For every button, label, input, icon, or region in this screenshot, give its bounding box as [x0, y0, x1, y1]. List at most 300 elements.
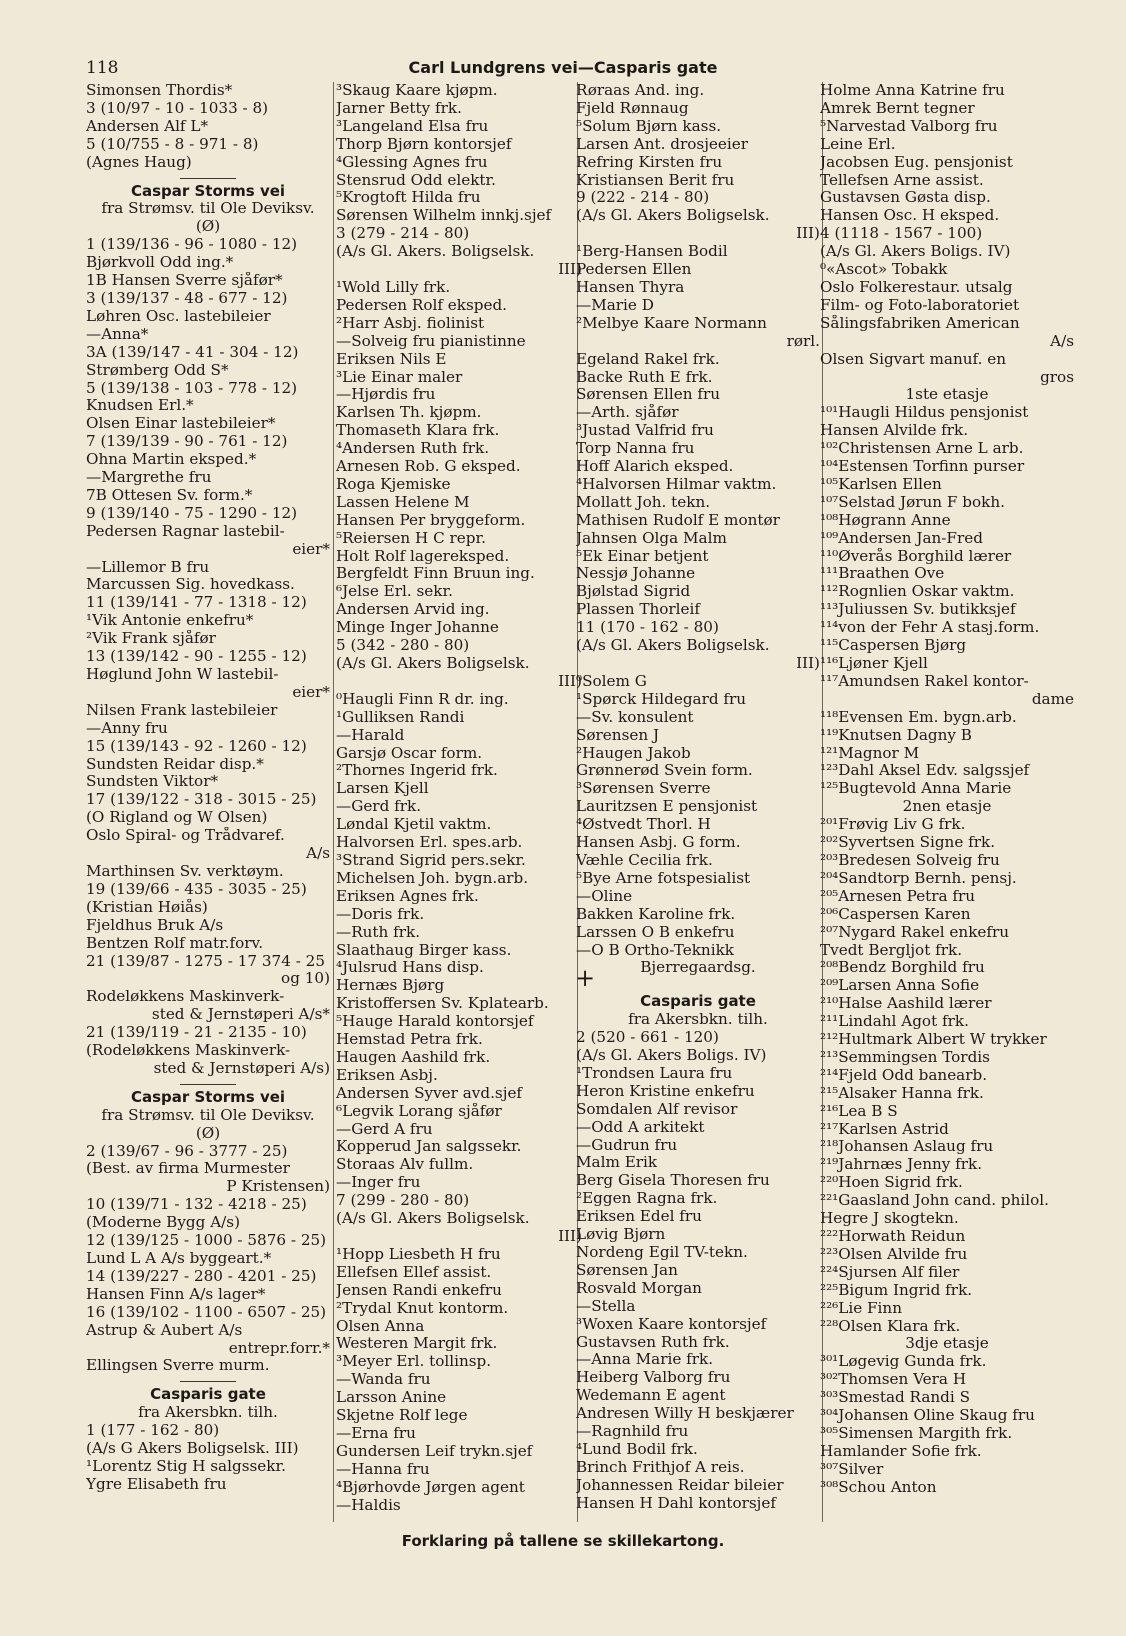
directory-line: ³⁰²Thomsen Vera H: [820, 1371, 967, 1389]
directory-line: 11 (139/141 - 77 - 1318 - 12): [86, 594, 307, 612]
directory-line: Eriksen Asbj.: [336, 1066, 438, 1084]
directory-line: Jacobsen Eug. pensjonist: [820, 153, 1013, 171]
directory-line: —Erna fru: [336, 1424, 416, 1442]
street-subheading: fra Akersbkn. tilh.: [138, 1404, 278, 1422]
directory-line: Olsen Sigvart manuf. en: [820, 350, 1007, 368]
directory-line: Arnesen Rob. G eksped.: [336, 458, 521, 476]
directory-line: Rosvald Morgan: [576, 1279, 702, 1297]
directory-line: ⁰Haugli Finn R dr. ing.: [336, 690, 509, 708]
directory-line: Bjølstad Sigrid: [576, 583, 691, 601]
directory-line: Kristoffersen Sv. Kplatearb.: [336, 995, 549, 1013]
directory-line: (A/s Gl. Akers Boligs. IV): [576, 1047, 767, 1065]
directory-line: ²Trydal Knut kontorm.: [336, 1299, 509, 1317]
directory-line: Bakken Karoline frk.: [576, 905, 736, 923]
directory-line: ³⁰¹Løgevig Gunda frk.: [820, 1353, 987, 1371]
directory-line: 7B Ottesen Sv. form.*: [86, 486, 253, 504]
directory-line: ²²⁰Hoen Sigrid frk.: [820, 1174, 963, 1192]
directory-line: ²⁰³Bredesen Solveig fru: [820, 851, 1000, 869]
directory-line: ²⁰⁴Sandtorp Bernh. pensj.: [820, 869, 1017, 887]
directory-line: Ellingsen Sverre murm.: [86, 1357, 270, 1375]
page-number: 118: [86, 58, 119, 78]
street-subheading: fra Strømsv. til Ole Deviksv.: [101, 1106, 315, 1124]
directory-line: Hansen Asbj. G form.: [576, 834, 741, 852]
directory-line: (Ø): [195, 1124, 221, 1142]
directory-line: ²Melbye Kaare Normann: [576, 314, 767, 332]
directory-line: 5 (342 - 280 - 80): [336, 637, 470, 655]
directory-line: Rodeløkkens Maskinverk-: [86, 988, 285, 1006]
directory-line: Ellefsen Ellef assist.: [336, 1263, 492, 1281]
directory-line: 21 (139/119 - 21 - 2135 - 10): [86, 1024, 307, 1042]
directory-line: —Margrethe fru: [86, 469, 212, 487]
directory-line: 1 (177 - 162 - 80): [86, 1422, 220, 1440]
column-2: [336, 82, 582, 1542]
directory-line: ¹¹⁴von der Fehr A stasj.form.: [820, 619, 1040, 637]
directory-line: ¹²³Dahl Aksel Edv. salgssjef: [820, 762, 1030, 780]
column-3: [576, 82, 820, 1542]
directory-line: Mollatt Joh. tekn.: [576, 493, 711, 511]
directory-line: —Gerd A fru: [336, 1120, 433, 1138]
directory-line: ¹Trondsen Laura fru: [576, 1064, 733, 1082]
directory-line: ²Haugen Jakob: [576, 744, 691, 762]
directory-line: ⁵Reiersen H C repr.: [336, 529, 486, 547]
directory-line: 5 (139/138 - 103 - 778 - 12): [86, 379, 298, 397]
directory-line: Væhle Cecilia frk.: [576, 851, 713, 869]
directory-line: Plassen Thorleif: [576, 601, 700, 619]
directory-line: Eriksen Edel fru: [576, 1208, 702, 1226]
directory-line: (Rodeløkkens Maskinverk-: [86, 1042, 291, 1060]
directory-line: —Odd A arkitekt: [576, 1118, 705, 1136]
directory-line: ¹Berg-Hansen Bodil: [576, 243, 728, 261]
directory-line: ²¹⁷Karlsen Astrid: [820, 1120, 949, 1138]
directory-line: ³Meyer Erl. tollinsp.: [336, 1353, 492, 1371]
directory-line: Hamlander Sofie frk.: [820, 1442, 982, 1460]
directory-line: ¹¹⁰Øverås Borghild lærer: [820, 547, 1012, 565]
directory-line: Nilsen Frank lastebileier: [86, 701, 278, 719]
directory-line: 13 (139/142 - 90 - 1255 - 12): [86, 648, 307, 666]
directory-line: ⁵Solum Bjørn kass.: [576, 117, 722, 135]
directory-line: Sundsten Reidar disp.*: [86, 755, 264, 773]
directory-line: Kopperud Jan salgssekr.: [336, 1138, 522, 1156]
directory-line: Hansen Osc. H eksped.: [820, 207, 1000, 225]
directory-line: Andresen Willy H beskjærer: [576, 1405, 794, 1423]
directory-line: III): [796, 655, 820, 672]
directory-line: Hemstad Petra frk.: [336, 1031, 483, 1049]
directory-line: —Lillemor B fru: [86, 558, 210, 576]
directory-line: Berg Gisela Thoresen fru: [576, 1172, 770, 1190]
directory-line: Sundsten Viktor*: [86, 773, 219, 791]
directory-line: ²⁰¹Frøvig Liv G frk.: [820, 816, 966, 834]
directory-line: ⁵Krogtoft Hilda fru: [336, 189, 481, 207]
directory-line: Tvedt Bergljot frk.: [820, 941, 963, 959]
directory-line: Jensen Randi enkefru: [336, 1281, 502, 1299]
directory-line: ⁵Narvestad Valborg fru: [820, 117, 998, 135]
directory-line: ⁵Ek Einar betjent: [576, 547, 709, 565]
directory-line: Hoff Alarich eksped.: [576, 458, 734, 476]
directory-line: Gundersen Leif trykn.sjef: [336, 1442, 533, 1460]
directory-line: ¹²¹Magnor M: [820, 744, 920, 762]
directory-line: Skjetne Rolf lege: [336, 1407, 468, 1425]
directory-line: Hansen Thyra: [576, 278, 685, 296]
directory-line: ¹Spørck Hildegard fru: [576, 690, 747, 708]
section-rule: [180, 1084, 236, 1085]
directory-line: —Oline: [576, 887, 633, 905]
directory-line: 2nen etasje: [902, 798, 992, 816]
directory-line: Holt Rolf lagereksped.: [336, 547, 510, 565]
column-divider: [333, 82, 334, 1522]
directory-line: Brinch Frithjof A reis.: [576, 1458, 745, 1476]
directory-line: ¹Hopp Liesbeth H fru: [336, 1245, 501, 1263]
directory-line: Eriksen Nils E: [336, 350, 447, 368]
directory-line: 15 (139/143 - 92 - 1260 - 12): [86, 737, 307, 755]
directory-line: —Solveig fru pianistinne: [336, 332, 526, 350]
directory-line: 19 (139/66 - 435 - 3035 - 25): [86, 880, 307, 898]
directory-line: Bjørkvoll Odd ing.*: [86, 254, 234, 272]
directory-line: 3 (279 - 214 - 80): [336, 225, 470, 243]
directory-line: ⁴Bjørhovde Jørgen agent: [336, 1478, 525, 1496]
directory-line: Nordeng Egil TV-tekn.: [576, 1244, 748, 1261]
directory-line: Røraas And. ing.: [576, 82, 705, 99]
directory-line: Nessjø Johanne: [576, 565, 696, 583]
directory-line: 4 (1118 - 1567 - 100): [820, 225, 983, 243]
directory-line: Sørensen J: [576, 726, 660, 744]
directory-line: Hansen Per bryggeform.: [336, 511, 526, 529]
directory-line: Film- og Foto-laboratoriet: [820, 296, 1020, 314]
directory-line: 17 (139/122 - 318 - 3015 - 25): [86, 791, 317, 809]
directory-line: (Best. av firma Murmester: [86, 1160, 290, 1178]
directory-line: A/s: [1050, 332, 1074, 350]
directory-line: (Kristian Høiås): [86, 898, 208, 916]
directory-line: ⁴Lund Bodil frk.: [576, 1440, 698, 1458]
directory-line: —Hjørdis fru: [336, 386, 436, 404]
directory-line: ¹Gulliksen Randi: [336, 708, 465, 726]
directory-line: Tellefsen Arne assist.: [820, 171, 984, 189]
directory-line: (Ø): [195, 218, 221, 236]
directory-line: ⁰«Ascot» Tobakk: [820, 261, 948, 279]
directory-line: dame: [1031, 690, 1074, 708]
directory-line: Olsen Anna: [336, 1317, 425, 1335]
directory-line: ³⁰⁷Silver: [820, 1460, 884, 1478]
directory-line: Sørensen Ellen fru: [576, 386, 721, 404]
directory-line: —Harald: [336, 726, 405, 744]
directory-line: Jahnsen Olga Malm: [576, 529, 727, 547]
directory-line: (A/s G Akers Boligselsk. III): [86, 1440, 299, 1458]
directory-line: Torp Nanna fru: [576, 440, 695, 458]
directory-line: ¹¹²Rognlien Oskar vaktm.: [820, 583, 1015, 601]
directory-line: ³Skaug Kaare kjøpm.: [336, 82, 498, 99]
directory-line: 7 (299 - 280 - 80): [336, 1192, 470, 1210]
directory-line: ²²¹Gaasland John cand. philol.: [820, 1192, 1049, 1210]
directory-line: Larssen O B enkefru: [576, 923, 735, 941]
directory-line: Løndal Kjetil vaktm.: [336, 816, 492, 834]
directory-line: ⁵Bye Arne fotspesialist: [576, 869, 751, 887]
directory-line: ¹¹³Juliussen Sv. butikksjef: [820, 601, 1016, 619]
directory-line: ²¹²Hultmark Albert W trykker: [820, 1031, 1047, 1049]
directory-line: Knudsen Erl.*: [86, 397, 194, 415]
directory-line: ²²³Olsen Alvilde fru: [820, 1245, 968, 1263]
directory-line: 5 (10/755 - 8 - 971 - 8): [86, 135, 259, 153]
directory-line: (A/s Gl. Akers Boligselsk.: [576, 637, 770, 655]
directory-line: (A/s Gl. Akers Boligselsk.: [336, 655, 530, 672]
directory-line: Westeren Margit frk.: [336, 1335, 498, 1353]
directory-line: ²¹⁹Jahrnæs Jenny frk.: [820, 1156, 983, 1174]
spacer: [576, 977, 820, 989]
directory-line: Pedersen Rolf eksped.: [336, 296, 508, 314]
directory-line: Kristiansen Berit fru: [576, 171, 735, 189]
directory-line: ²²²Horwath Reidun: [820, 1228, 966, 1245]
directory-line: —O B Ortho-Teknikk: [576, 941, 734, 959]
directory-line: Oslo Folkerestaur. utsalg: [820, 278, 1013, 296]
directory-line: ³⁰⁵Simensen Margith frk.: [820, 1424, 1013, 1442]
directory-line: Stensrud Odd elektr.: [336, 171, 496, 189]
directory-line: ²Vik Frank sjåfør: [86, 630, 216, 648]
footer-note: Forklaring på tallene se skillekartong.: [401, 1532, 725, 1550]
directory-line: 3dje etasje: [905, 1335, 989, 1353]
directory-line: Heron Kristine enkefru: [576, 1082, 755, 1100]
directory-line: ⁶Legvik Lorang sjåfør: [336, 1102, 502, 1120]
directory-line: ²Harr Asbj. fiolinist: [336, 314, 485, 332]
directory-line: Olsen Einar lastebileier*: [86, 415, 276, 433]
directory-line: ⁴Østvedt Thorl. H: [576, 816, 711, 834]
directory-line: Haugen Aashild frk.: [336, 1048, 491, 1066]
directory-line: ²Thornes Ingerid frk.: [336, 762, 498, 780]
directory-line: (O Rigland og W Olsen): [86, 809, 268, 827]
directory-line: Hansen Finn A/s lager*: [86, 1285, 266, 1303]
directory-line: 2 (139/67 - 96 - 3777 - 25): [86, 1142, 288, 1160]
page-title: Carl Lundgrens vei—Casparis gate: [408, 58, 718, 77]
directory-line: 9 (139/140 - 75 - 1290 - 12): [86, 504, 298, 522]
street-subheading: fra Strømsv. til Ole Deviksv.: [101, 200, 315, 218]
directory-line: ⁴Halvorsen Hilmar vaktm.: [576, 475, 777, 493]
directory-line: eier*: [292, 540, 330, 558]
directory-line: og 10): [281, 970, 330, 988]
directory-line: Larsson Anine: [336, 1389, 447, 1407]
directory-line: Malm Erik: [576, 1154, 658, 1172]
directory-line: rørl.: [786, 332, 820, 350]
directory-line: ⁴Julsrud Hans disp.: [336, 959, 484, 977]
directory-line: ¹⁰¹Haugli Hildus pensjonist: [820, 404, 1029, 422]
directory-line: Andersen Arvid ing.: [336, 601, 490, 619]
directory-line: Hernæs Bjørg: [336, 977, 445, 995]
directory-line: Wedemann E agent: [576, 1387, 726, 1405]
directory-line: Slaathaug Birger kass.: [336, 941, 512, 959]
directory-line: —Arth. sjåfør: [576, 404, 679, 422]
directory-line: 1B Hansen Sverre sjåfør*: [86, 272, 283, 290]
street-heading: Casparis gate: [640, 993, 756, 1011]
directory-line: —Ragnhild fru: [576, 1423, 689, 1441]
directory-line: P Kristensen): [226, 1178, 330, 1196]
directory-line: Eriksen Agnes frk.: [336, 887, 479, 905]
directory-line: (Agnes Haug): [86, 153, 192, 171]
directory-line: ²⁰⁵Arnesen Petra fru: [820, 887, 976, 905]
directory-line: III): [558, 672, 582, 690]
directory-line: —Wanda fru: [336, 1371, 431, 1389]
section-rule: [180, 178, 236, 179]
directory-line: Karlsen Th. kjøpm.: [336, 404, 482, 422]
directory-line: 3A (139/147 - 41 - 304 - 12): [86, 343, 299, 361]
directory-line: Lassen Helene M: [336, 493, 470, 511]
directory-line: Larsen Kjell: [336, 780, 429, 798]
directory-line: Sørensen Wilhelm innkj.sjef: [336, 207, 552, 225]
directory-line: entrepr.forr.*: [228, 1339, 330, 1357]
directory-line: Fjeldhus Bruk A/s: [86, 916, 224, 934]
directory-line: ²²⁵Bigum Ingrid frk.: [820, 1281, 973, 1299]
directory-line: ²⁰⁹Larsen Anna Sofie: [820, 977, 980, 995]
directory-line: (A/s Gl. Akers Boligselsk.: [576, 207, 770, 225]
street-heading: Caspar Storms vei: [130, 182, 286, 200]
directory-line: Astrup & Aubert A/s: [86, 1321, 243, 1339]
directory-line: 1ste etasje: [905, 386, 989, 404]
directory-line: —Anna Marie frk.: [576, 1351, 714, 1369]
directory-line: Thomaseth Klara frk.: [336, 422, 500, 440]
directory-line: Garsjø Oscar form.: [336, 744, 483, 762]
directory-line: —Hanna fru: [336, 1460, 430, 1478]
directory-line: ¹Wold Lilly frk.: [336, 278, 451, 296]
directory-line: 2 (520 - 661 - 120): [576, 1029, 719, 1047]
directory-line: ³Woxen Kaare kontorsjef: [576, 1315, 767, 1333]
directory-line: ²¹⁴Fjeld Odd banearb.: [820, 1066, 988, 1084]
directory-line: —Stella: [576, 1297, 636, 1315]
directory-line: ¹⁰²Christensen Arne L arb.: [820, 440, 1024, 458]
directory-line: ²⁰⁷Nygard Rakel enkefru: [820, 923, 1010, 941]
directory-line: Hansen Alvilde frk.: [820, 422, 969, 440]
directory-line: Fjeld Rønnaug: [576, 99, 689, 117]
directory-line: Bjerregaardsg.: [640, 959, 756, 977]
directory-line: Jarner Betty frk.: [336, 99, 462, 117]
directory-line: Heiberg Valborg fru: [576, 1369, 731, 1387]
directory-line: ¹⁰⁴Estensen Torfinn purser: [820, 458, 1025, 476]
directory-line: Leine Erl.: [820, 135, 896, 153]
directory-line: Marcussen Sig. hovedkass.: [86, 576, 295, 594]
directory-line: ²⁰⁸Bendz Borghild fru: [820, 959, 985, 977]
directory-line: ²Eggen Ragna frk.: [576, 1190, 718, 1208]
directory-line: ²²⁶Lie Finn: [820, 1299, 902, 1317]
directory-line: ¹¹⁷Amundsen Rakel kontor-: [820, 672, 1029, 690]
directory-line: ²⁰⁶Caspersen Karen: [820, 905, 971, 923]
directory-line: Holme Anna Katrine fru: [820, 82, 1005, 99]
directory-line: 7 (139/139 - 90 - 761 - 12): [86, 433, 288, 451]
directory-line: ¹⁰⁷Selstad Jørun F bokh.: [820, 493, 1005, 511]
directory-line: ⁴Glessing Agnes fru: [336, 153, 488, 171]
directory-line: Løvig Bjørn: [576, 1226, 666, 1244]
directory-line: Bentzen Rolf matr.forv.: [86, 934, 264, 952]
directory-line: 11 (170 - 162 - 80): [576, 619, 719, 637]
directory-line: ²¹⁶Lea B S: [820, 1102, 898, 1120]
directory-line: Larsen Ant. drosjeeier: [576, 135, 749, 153]
directory-line: Marthinsen Sv. verktøym.: [86, 862, 284, 880]
directory-line: ²¹⁵Alsaker Hanna frk.: [820, 1084, 984, 1102]
directory-line: ¹¹¹Braathen Ove: [820, 565, 945, 583]
directory-line: ¹⁰⁸Høgrann Anne: [820, 511, 951, 529]
directory-line: ¹¹⁶Ljøner Kjell: [820, 655, 928, 672]
directory-line: Johannessen Reidar bileier: [576, 1476, 784, 1494]
directory-line: (Moderne Bygg A/s): [86, 1214, 241, 1232]
directory-line: Amrek Bernt tegner: [820, 99, 975, 117]
directory-line: sted & Jernstøperi A/s): [153, 1059, 330, 1077]
directory-line: ²¹¹Lindahl Agot frk.: [820, 1013, 969, 1031]
directory-line: ⁴Andersen Ruth frk.: [336, 440, 490, 458]
directory-line: Refring Kirsten fru: [576, 153, 723, 171]
column-4: [820, 82, 1074, 1542]
directory-line: ¹⁰⁵Karlsen Ellen: [820, 475, 942, 493]
cross-mark: +: [575, 964, 596, 992]
directory-line: Ohna Martin eksped.*: [86, 451, 257, 469]
directory-line: 1 (139/136 - 96 - 1080 - 12): [86, 236, 298, 254]
directory-line: ³Sørensen Sverre: [576, 780, 711, 798]
directory-line: A/s: [306, 845, 330, 863]
directory-line: Lauritzsen E pensjonist: [576, 798, 758, 816]
directory-line: —Gerd frk.: [336, 798, 422, 816]
directory-line: Bergfeldt Finn Bruun ing.: [336, 565, 535, 583]
directory-line: ³⁰⁸Schou Anton: [820, 1478, 937, 1496]
directory-line: Roga Kjemiske: [336, 475, 451, 493]
directory-line: —Doris frk.: [336, 905, 425, 923]
directory-line: ³Strand Sigrid pers.sekr.: [336, 851, 526, 869]
directory-line: ³Langeland Elsa fru: [336, 117, 489, 135]
directory-line: Høglund John W lastebil-: [86, 666, 279, 683]
directory-line: ¹¹⁸Evensen Em. bygn.arb.: [820, 708, 1017, 726]
directory-line: Pedersen Ellen: [576, 261, 692, 279]
directory-line: ¹²⁵Bugtevold Anna Marie: [820, 780, 1012, 798]
directory-line: Løhren Osc. lastebileier: [86, 307, 271, 325]
directory-line: Hegre J skogtekn.: [820, 1210, 959, 1228]
directory-line: sted & Jernstøperi A/s*: [151, 1006, 330, 1024]
directory-line: ⁶Jelse Erl. sekr.: [336, 583, 453, 601]
directory-line: Gustavsen Gøsta disp.: [820, 189, 991, 207]
directory-line: ²²⁴Sjursen Alf filer: [820, 1263, 960, 1281]
directory-line: ²¹⁰Halse Aashild lærer: [820, 995, 992, 1013]
directory-line: Hansen H Dahl kontorsjef: [576, 1494, 776, 1512]
directory-line: Gustavsen Ruth frk.: [576, 1333, 730, 1351]
directory-line: ²¹⁸Johansen Aslaug fru: [820, 1138, 994, 1156]
column-1: [86, 82, 330, 1542]
directory-line: (A/s Gl. Akers. Boligselsk.: [336, 243, 535, 261]
directory-line: Thorp Bjørn kontorsjef: [336, 135, 512, 153]
directory-line: —Marie D: [576, 296, 654, 314]
directory-line: III): [796, 225, 820, 243]
directory-line: ³⁰³Smestad Randi S: [820, 1389, 970, 1407]
directory-line: Strømberg Odd S*: [86, 361, 229, 379]
directory-line: Minge Inger Johanne: [336, 619, 499, 637]
directory-line: Sørensen Jan: [576, 1261, 678, 1279]
street-heading: Caspar Storms vei: [130, 1088, 286, 1106]
directory-line: Backe Ruth E frk.: [576, 368, 713, 386]
directory-line: 10 (139/71 - 132 - 4218 - 25): [86, 1196, 307, 1214]
directory-line: Halvorsen Erl. spes.arb.: [336, 834, 523, 852]
directory-line: —Gudrun fru: [576, 1136, 678, 1154]
directory-line: ⁰Solem G: [576, 672, 647, 690]
street-heading: Casparis gate: [150, 1386, 266, 1404]
directory-line: eier*: [292, 683, 330, 701]
directory-line: ¹¹⁵Caspersen Bjørg: [820, 637, 967, 655]
directory-line: Egeland Rakel frk.: [576, 350, 720, 368]
directory-line: ¹¹⁹Knutsen Dagny B: [820, 726, 972, 744]
directory-line: 21 (139/87 - 1275 - 17 374 - 25: [86, 952, 325, 970]
directory-line: gros: [1040, 368, 1074, 386]
directory-line: (A/s Gl. Akers Boligs. IV): [820, 243, 1011, 261]
directory-line: ¹Lorentz Stig H salgssekr.: [86, 1457, 286, 1475]
directory-line: Andersen Alf L*: [86, 117, 209, 135]
directory-line: Lund L A A/s byggeart.*: [86, 1250, 272, 1267]
directory-line: ²¹³Semmingsen Tordis: [820, 1048, 990, 1066]
directory-line: ²⁰²Syvertsen Signe frk.: [820, 834, 996, 852]
directory-line: III): [558, 1228, 582, 1245]
directory-line: 3 (139/137 - 48 - 677 - 12): [86, 289, 288, 307]
directory-line: 12 (139/125 - 1000 - 5876 - 25): [86, 1232, 327, 1250]
directory-line: —Anny fru: [86, 719, 168, 737]
directory-line: ¹Vik Antonie enkefru*: [86, 612, 254, 630]
directory-line: Somdalen Alf revisor: [576, 1100, 738, 1118]
directory-line: Grønnerød Svein form.: [576, 762, 753, 780]
